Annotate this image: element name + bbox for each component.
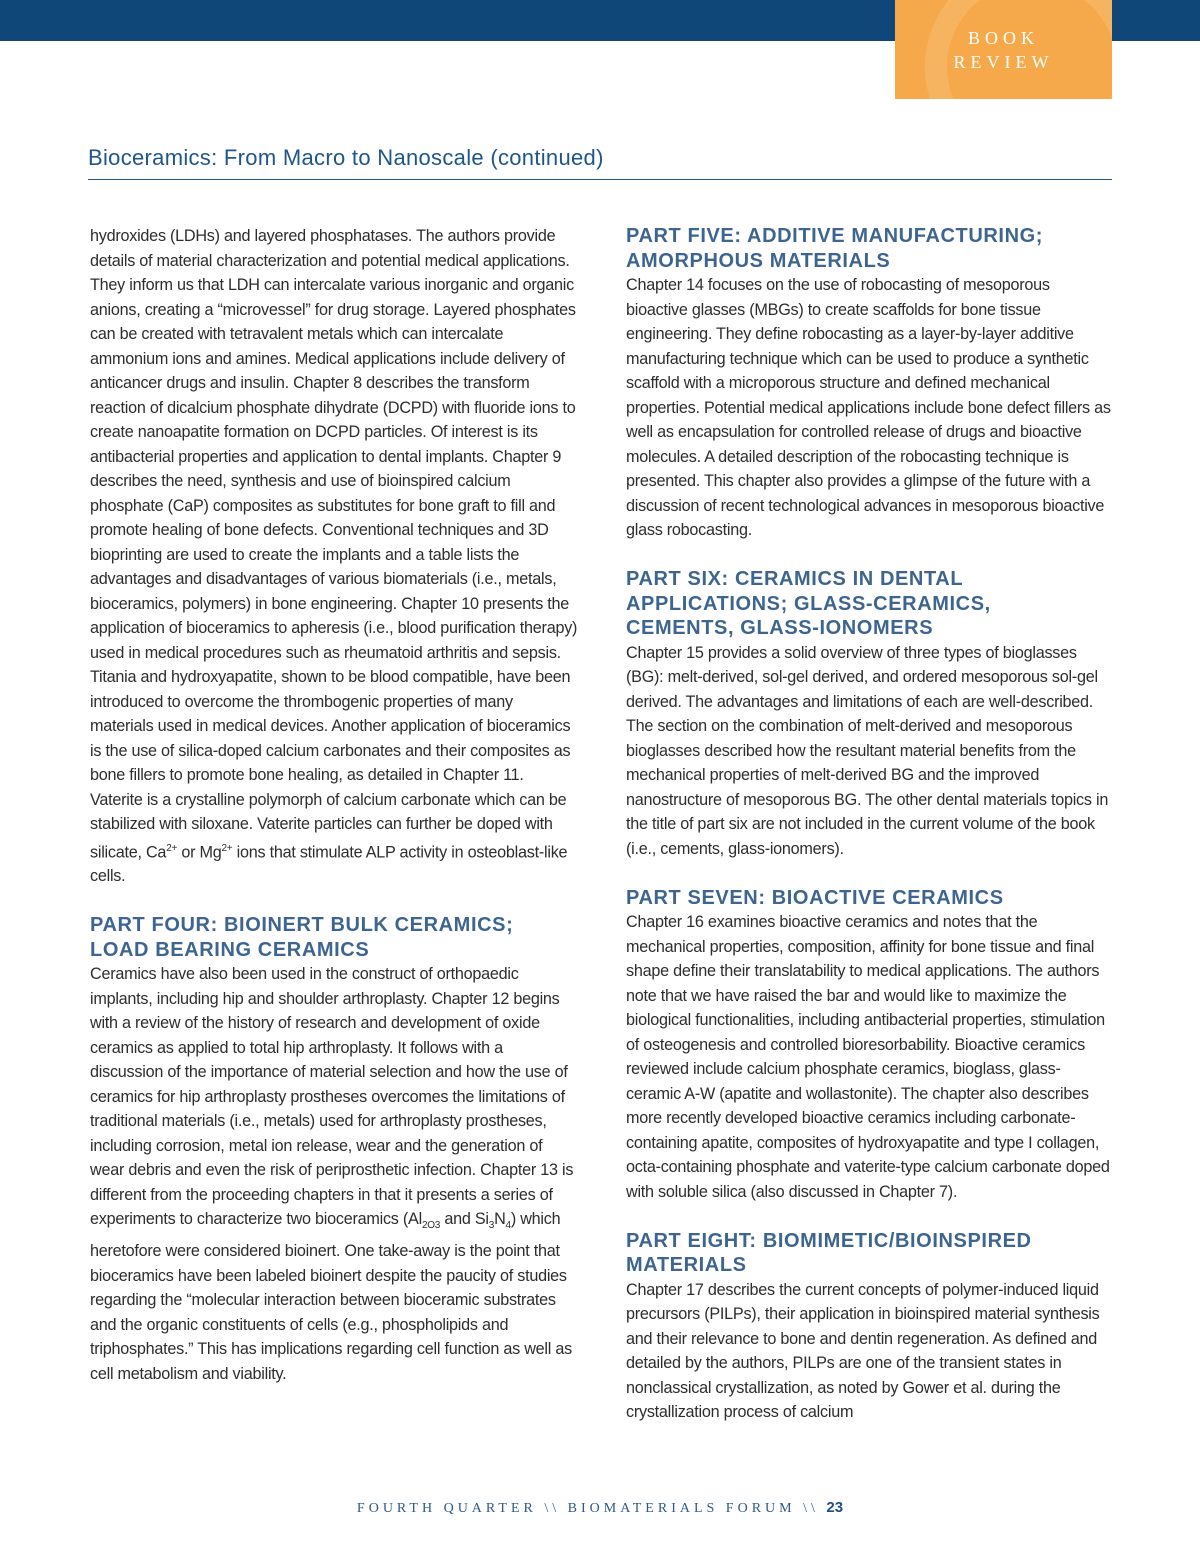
badge-line-1: BOOK (967, 28, 1039, 48)
left-column (90, 224, 578, 1386)
heading-part-five: PART FIVE: ADDITIVE MANUFACTURING; AMORPHOUS MATERIALS (626, 225, 1044, 272)
header-divider (88, 179, 1112, 180)
page-number: 23 (826, 1499, 844, 1516)
paragraph-part-eight: Chapter 17 describes the current concepts of polymer-induced liquid precursors (PILPs), their application in bioinspired material synthesis and their relevance to bone and dentin regeneration. As defined and detailed by the authors, PILPs are one of the transient states in nonclassical crystallization, as noted by Gower et al. during the crystallization process of calcium (626, 1280, 1100, 1421)
paragraph-part-five: Chapter 14 focuses on the use of robocasting of mesoporous bioactive glasses (MBGs) to create scaffolds for bone tissue engineering. They define robocasting as a layer-by-layer additive manufacturing technique which can be used to produce a synthetic scaffold with a microporous structure and defined mechanical properties. Potential medical applications include bone defect fillers as well as encapsulation for controlled release of drugs and bioactive molecules. A detailed description of the robocasting technique is presented. This chapter also provides a glimpse of the future with a discussion of recent technological advances in mesoporous bioactive glass robocasting. (626, 276, 1111, 539)
left-paragraph-2: Ceramics have also been used in the construct of orthopaedic implants, including hip and shoulder arthroplasty. Chapter 12 begins with a review of the history of research and development of oxide ceramics as applied to total hip arthroplasty. It follows with a discussion of the importance of material selection and how the use of ceramics for hip arthroplasty prostheses overcomes the limitations of traditional materials (i.e., metals) used for arthroplasty prostheses, including corrosion, metal ion release, wear and the generation of wear debris and even the risk of periprosthetic infection. Chapter 13 is different from the proceeding chapters in that it presents a series of experiments to characterize two bioceramics ($Al_{2O3}$ and $Si_3N_4$) which heretofore were considered bioinert. One take-away is the point that bioceramics have been labeled bioinert despite the paucity of studies regarding the “molecular interaction between bioceramic substrates and the organic constituents of cells (e.g., phospholipids and triphosphates.” This has implications regarding cell function as well as cell metabolism and viability. (90, 965, 574, 1383)
page-footer (0, 1499, 1200, 1517)
section-badge (895, 0, 1112, 99)
paragraph-part-seven: Chapter 16 examines bioactive ceramics and notes that the mechanical properties, composition, affinity for bone tissue and final shape define their translatability to medical applications. The authors note that we have raised the bar and would like to maximize the biological functionalities, including antibacterial properties, stimulation of osteogenesis and controlled bioresorbability. Bioactive ceramics reviewed include calcium phosphate ceramics, bioglass, glass-ceramic A-W (apatite and wollastonite). The chapter also describes more recently developed bioactive ceramics including carbonate-containing apatite, composites of hydroxyapatite and type I collagen, octa-containing phosphate and vaterite-type calcium carbonate doped with soluble silica (also discussed in Chapter 7). (626, 913, 1110, 1201)
right-column (626, 224, 1114, 1425)
heading-part-six: PART SIX: CERAMICS IN DENTAL APPLICATIONS; GLASS-CERAMICS, CEMENTS, GLASS-IONOMERS (626, 568, 991, 639)
left-paragraph-1: hydroxides (LDHs) and layered phosphatases. The authors provide details of material characterization and potential medical applications. They inform us that LDH can intercalate various inorganic and organic anions, creating a “microvessel” for drug storage. Layered phosphates can be created with tetravalent metals which can intercalate ammonium ions and amines. Medical applications include delivery of anticancer drugs and insulin. Chapter 8 describes the transform reaction of dicalcium phosphate dihydrate (DCPD) with fluoride ions to create nanoapatite formation on DCPD particles. Of interest is its antibacterial properties and application to dental implants. Chapter 9 describes the need, synthesis and use of bioinspired calcium phosphate (CaP) composites as substitutes for bone graft to fill and promote healing of bone defects. Conventional techniques and 3D bioprinting are used to create the implants and a table lists the advantages and disadvantages of various biomaterials (i.e., metals, bioceramics, polymers) in bone engineering. Chapter 10 presents the application of bioceramics to apheresis (i.e., blood purification therapy) used in medical procedures such as rheumatoid arthritis and sepsis. Titania and hydroxyapatite, shown to be blood compatible, have been introduced to overcome the thrombogenic properties of many materials used in medical devices. Another application of bioceramics is the use of silica-doped calcium carbonates and their composites as bone fillers to promote bone healing, as detailed in Chapter 11. Vaterite is a crystalline polymorph of calcium carbonate which can be stabilized with siloxane. Vaterite particles can further be doped with silicate, $Ca^{2+}$ or $Mg^{2+}$ ions that stimulate ALP activity in osteoblast-like cells. (90, 227, 578, 886)
article-title: Bioceramics: From Macro to Nanoscale (continued) (88, 145, 604, 170)
heading-part-four: PART FOUR: BIOINERT BULK CERAMICS; LOAD BEARING CERAMICS (90, 914, 514, 961)
badge-line-2: REVIEW (953, 52, 1054, 72)
footer-publication: FOURTH QUARTER \\ BIOMATERIALS FORUM \\ (356, 1501, 827, 1516)
heading-part-seven: PART SEVEN: BIOACTIVE CERAMICS (626, 886, 1004, 909)
heading-part-eight: PART EIGHT: BIOMIMETIC/BIOINSPIRED MATERIALS (626, 1229, 1032, 1276)
paragraph-part-six: Chapter 15 provides a solid overview of three types of bioglasses (BG): melt-derived, sol-gel derived, and ordered mesoporous sol-gel derived. The advantages and limitations of each are well-described. The section on the combination of melt-derived and mesoporous bioglasses described how the resultant material benefits from the mechanical properties of melt-derived BG and the improved nanostructure of mesoporous BG. The other dental materials topics in the title of part six are not included in the current volume of the book (i.e., cements, glass-ionomers). (626, 643, 1109, 858)
